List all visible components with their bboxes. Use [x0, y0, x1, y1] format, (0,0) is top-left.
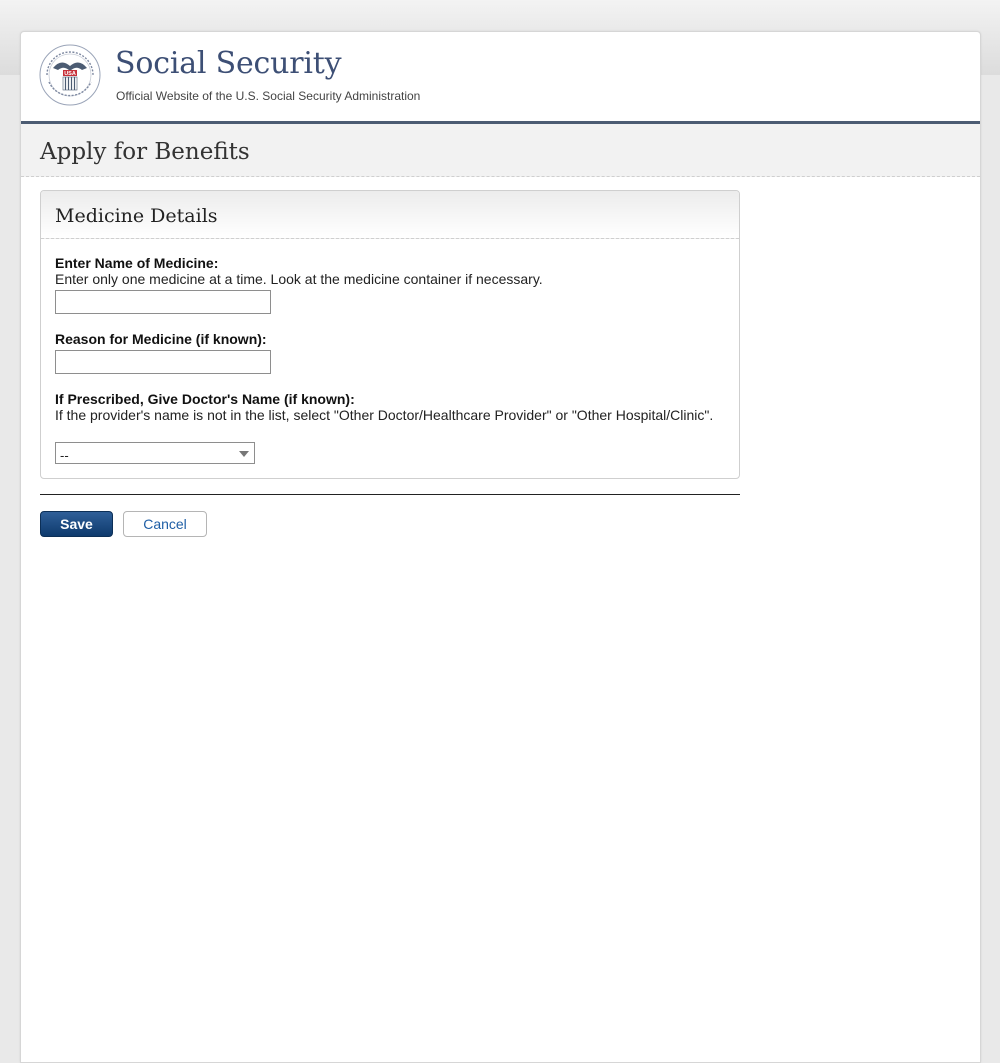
doctor-name-help: If the provider's name is not in the list, select "Other Doctor/Healthcare Provider" or "Other Hospital/Clinic".	[55, 407, 714, 423]
reason-label: Reason for Medicine (if known):	[55, 331, 267, 347]
reason-input[interactable]	[55, 350, 271, 374]
svg-text:USA: USA	[64, 71, 76, 77]
save-button[interactable]: Save	[40, 511, 113, 537]
chevron-down-icon	[239, 451, 249, 457]
form-divider	[40, 494, 740, 495]
doctor-name-label: If Prescribed, Give Doctor's Name (if known):	[55, 391, 355, 407]
doctor-select[interactable]	[55, 442, 255, 464]
medicine-name-input[interactable]	[55, 290, 271, 314]
doctor-select-value: --	[60, 448, 69, 463]
panel-title: Medicine Details	[55, 205, 218, 227]
page-title-bar	[21, 124, 980, 177]
medicine-name-label: Enter Name of Medicine:	[55, 255, 219, 271]
medicine-name-help: Enter only one medicine at a time. Look at the medicine container if necessary.	[55, 271, 543, 287]
page-title: Apply for Benefits	[40, 139, 250, 165]
site-header	[21, 32, 980, 124]
medicine-details-panel	[40, 190, 740, 479]
panel-header	[41, 191, 739, 239]
ssa-seal-logo	[39, 44, 101, 106]
agency-tagline: Official Website of the U.S. Social Security Administration	[116, 89, 421, 103]
page-container	[20, 31, 981, 1063]
cancel-button[interactable]: Cancel	[123, 511, 207, 537]
agency-name[interactable]: Social Security	[115, 46, 342, 81]
